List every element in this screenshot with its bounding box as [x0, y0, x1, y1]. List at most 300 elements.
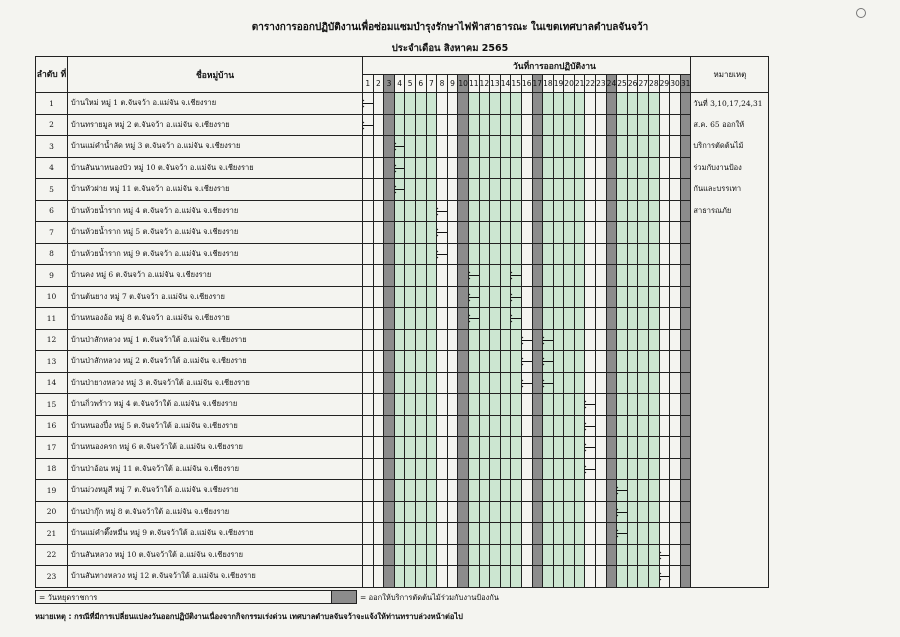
day-cell	[394, 114, 405, 136]
day-cell	[490, 437, 501, 459]
day-cell	[384, 523, 395, 545]
day-cell	[617, 501, 628, 523]
day-cell	[363, 286, 374, 308]
day-cell	[415, 157, 426, 179]
day-cell	[574, 243, 585, 265]
day-cell	[596, 265, 607, 287]
day-cell	[532, 458, 543, 480]
day-cell	[394, 372, 405, 394]
day-cell	[564, 566, 575, 588]
day-cell	[447, 157, 458, 179]
day-cell	[490, 114, 501, 136]
day-cell	[468, 286, 479, 308]
day-cell	[680, 200, 691, 222]
village-name: บ้านสันทางหลวง หมู่ 12 ต.จันจว้าใต้ อ.แม่จัน จ.เชียงราย	[68, 566, 363, 588]
day-cell	[426, 458, 437, 480]
day-cell	[415, 501, 426, 523]
header-village-name: ชื่อหมู่บ้าน	[68, 57, 363, 93]
remark-cell	[691, 458, 769, 480]
day-cell	[479, 372, 490, 394]
day-cell	[373, 415, 384, 437]
day-cell	[553, 157, 564, 179]
remark-cell: วันที่ 3,10,17,24,31	[691, 93, 769, 115]
day-cell	[543, 566, 554, 588]
legend-holiday-swatch	[331, 590, 357, 604]
day-cell	[363, 136, 374, 158]
remark-cell	[691, 415, 769, 437]
row-number: 21	[36, 523, 68, 545]
day-cell	[638, 458, 649, 480]
day-cell	[627, 372, 638, 394]
day-cell	[532, 136, 543, 158]
day-cell	[394, 308, 405, 330]
day-cell	[564, 265, 575, 287]
day-cell	[500, 157, 511, 179]
day-header-6: 6	[415, 75, 426, 93]
day-cell	[490, 308, 501, 330]
day-cell	[415, 114, 426, 136]
day-cell	[659, 458, 670, 480]
day-cell	[363, 222, 374, 244]
day-cell	[521, 243, 532, 265]
day-cell	[553, 351, 564, 373]
village-name: บ้านป่าอ้อน หมู่ 11 ต.จันจว้าใต้ อ.แม่จัน จ.เชียงราย	[68, 458, 363, 480]
day-cell	[617, 308, 628, 330]
remark-cell	[691, 351, 769, 373]
day-cell	[649, 415, 660, 437]
day-cell	[574, 179, 585, 201]
day-cell	[627, 501, 638, 523]
day-cell	[596, 415, 607, 437]
day-cell	[638, 501, 649, 523]
day-cell	[574, 329, 585, 351]
day-cell	[564, 308, 575, 330]
day-cell	[585, 523, 596, 545]
day-cell	[543, 200, 554, 222]
day-cell	[617, 222, 628, 244]
day-cell	[585, 372, 596, 394]
day-cell	[394, 566, 405, 588]
day-cell	[606, 329, 617, 351]
day-cell	[564, 437, 575, 459]
day-cell	[373, 200, 384, 222]
day-cell	[479, 329, 490, 351]
row-number: 7	[36, 222, 68, 244]
day-cell	[521, 394, 532, 416]
day-cell	[627, 566, 638, 588]
day-cell	[680, 222, 691, 244]
day-cell	[447, 179, 458, 201]
day-cell	[490, 523, 501, 545]
table-row	[36, 566, 769, 588]
day-cell	[511, 437, 522, 459]
day-cell	[627, 265, 638, 287]
day-cell	[574, 308, 585, 330]
day-cell	[638, 394, 649, 416]
day-cell	[447, 329, 458, 351]
day-cell	[680, 93, 691, 115]
day-cell	[649, 222, 660, 244]
day-cell	[553, 566, 564, 588]
day-cell	[574, 200, 585, 222]
day-cell	[680, 136, 691, 158]
day-cell	[617, 458, 628, 480]
day-cell	[479, 501, 490, 523]
day-cell	[363, 544, 374, 566]
day-cell	[585, 157, 596, 179]
day-cell	[437, 351, 448, 373]
remark-cell: ร่วมกับงานป้อง	[691, 157, 769, 179]
day-cell	[468, 329, 479, 351]
day-cell	[617, 243, 628, 265]
day-cell	[437, 136, 448, 158]
day-cell	[468, 351, 479, 373]
day-cell	[447, 351, 458, 373]
day-cell	[500, 544, 511, 566]
day-cell	[553, 394, 564, 416]
day-cell	[415, 93, 426, 115]
day-header-27: 27	[638, 75, 649, 93]
day-cell	[543, 458, 554, 480]
day-cell	[564, 136, 575, 158]
day-cell	[468, 566, 479, 588]
day-cell	[363, 308, 374, 330]
day-cell	[511, 415, 522, 437]
day-cell	[468, 222, 479, 244]
schedule-table	[35, 56, 769, 588]
remark-cell	[691, 480, 769, 502]
day-cell	[532, 286, 543, 308]
day-cell	[553, 243, 564, 265]
village-name: บ้านทรายมูล หมู่ 2 ต.จันจว้า อ.แม่จัน จ.เชียงราย	[68, 114, 363, 136]
day-header-30: 30	[670, 75, 681, 93]
work-span-arrow	[363, 121, 374, 130]
day-cell	[680, 394, 691, 416]
day-cell	[468, 93, 479, 115]
day-cell	[426, 415, 437, 437]
day-cell	[447, 501, 458, 523]
day-cell	[415, 437, 426, 459]
day-cell	[617, 566, 628, 588]
day-cell	[564, 372, 575, 394]
table-row	[36, 329, 769, 351]
day-cell	[553, 179, 564, 201]
day-cell	[585, 93, 596, 115]
day-cell	[500, 308, 511, 330]
day-cell	[596, 394, 607, 416]
day-cell	[521, 351, 532, 373]
row-number: 9	[36, 265, 68, 287]
day-cell	[606, 157, 617, 179]
day-cell	[543, 286, 554, 308]
day-cell	[606, 394, 617, 416]
day-cell	[585, 544, 596, 566]
day-cell	[458, 157, 469, 179]
day-cell	[564, 157, 575, 179]
day-cell	[670, 179, 681, 201]
day-cell	[384, 200, 395, 222]
day-cell	[373, 243, 384, 265]
day-cell	[426, 372, 437, 394]
day-cell	[543, 179, 554, 201]
work-span-arrow	[543, 336, 554, 345]
day-cell	[373, 222, 384, 244]
day-cell	[606, 179, 617, 201]
day-cell	[458, 329, 469, 351]
work-span-arrow	[585, 422, 596, 431]
day-cell	[458, 114, 469, 136]
day-cell	[680, 372, 691, 394]
day-cell	[638, 329, 649, 351]
day-cell	[670, 501, 681, 523]
day-cell	[405, 523, 416, 545]
day-cell	[479, 286, 490, 308]
day-cell	[415, 566, 426, 588]
day-cell	[384, 243, 395, 265]
day-cell	[596, 566, 607, 588]
day-cell	[458, 523, 469, 545]
day-cell	[479, 351, 490, 373]
day-header-9: 9	[447, 75, 458, 93]
day-cell	[500, 351, 511, 373]
day-cell	[521, 437, 532, 459]
day-cell	[405, 265, 416, 287]
day-cell	[574, 157, 585, 179]
day-cell	[479, 136, 490, 158]
day-cell	[458, 458, 469, 480]
day-cell	[437, 243, 448, 265]
day-cell	[574, 501, 585, 523]
day-cell	[585, 480, 596, 502]
day-cell	[373, 114, 384, 136]
day-cell	[532, 566, 543, 588]
day-cell	[606, 200, 617, 222]
day-cell	[384, 394, 395, 416]
day-cell	[532, 200, 543, 222]
day-cell	[627, 544, 638, 566]
day-cell	[511, 114, 522, 136]
day-cell	[574, 136, 585, 158]
day-cell	[659, 114, 670, 136]
village-name: บ้านคง หมู่ 6 ต.จันจว้า อ.แม่จัน จ.เชียงราย	[68, 265, 363, 287]
day-cell	[384, 286, 395, 308]
row-number: 13	[36, 351, 68, 373]
row-number: 16	[36, 415, 68, 437]
remark-cell	[691, 329, 769, 351]
day-cell	[490, 157, 501, 179]
day-cell	[426, 394, 437, 416]
day-cell	[437, 437, 448, 459]
day-cell	[596, 308, 607, 330]
table-row	[36, 544, 769, 566]
day-cell	[659, 329, 670, 351]
day-cell	[447, 308, 458, 330]
day-cell	[585, 415, 596, 437]
day-cell	[511, 157, 522, 179]
day-cell	[405, 157, 416, 179]
day-cell	[363, 523, 374, 545]
day-cell	[521, 286, 532, 308]
day-cell	[426, 265, 437, 287]
work-span-arrow	[437, 228, 448, 237]
day-cell	[511, 136, 522, 158]
day-cell	[447, 458, 458, 480]
day-cell	[490, 458, 501, 480]
day-cell	[384, 93, 395, 115]
day-cell	[415, 200, 426, 222]
day-cell	[606, 222, 617, 244]
remark-cell: กันและบรรเทา	[691, 179, 769, 201]
day-cell	[649, 523, 660, 545]
day-cell	[627, 351, 638, 373]
day-cell	[458, 308, 469, 330]
day-cell	[394, 458, 405, 480]
day-cell	[585, 501, 596, 523]
day-cell	[394, 136, 405, 158]
remark-cell	[691, 544, 769, 566]
day-cell	[426, 93, 437, 115]
day-cell	[363, 437, 374, 459]
table-row	[36, 501, 769, 523]
day-cell	[458, 351, 469, 373]
day-cell	[670, 243, 681, 265]
remark-cell	[691, 523, 769, 545]
work-span-arrow	[363, 99, 374, 108]
schedule-body	[36, 93, 769, 588]
day-cell	[606, 544, 617, 566]
day-cell	[596, 523, 607, 545]
day-cell	[670, 265, 681, 287]
day-cell	[384, 566, 395, 588]
day-cell	[363, 501, 374, 523]
day-cell	[649, 394, 660, 416]
day-cell	[426, 437, 437, 459]
day-cell	[405, 200, 416, 222]
day-cell	[680, 480, 691, 502]
day-cell	[627, 157, 638, 179]
header-row-number: ลำดับ ที่	[36, 57, 68, 93]
day-cell	[553, 544, 564, 566]
row-number: 23	[36, 566, 68, 588]
row-number: 18	[36, 458, 68, 480]
day-cell	[574, 265, 585, 287]
day-cell	[511, 458, 522, 480]
day-cell	[649, 458, 660, 480]
table-row	[36, 114, 769, 136]
day-cell	[479, 437, 490, 459]
day-cell	[511, 286, 522, 308]
day-cell	[447, 394, 458, 416]
day-cell	[394, 157, 405, 179]
day-cell	[564, 458, 575, 480]
day-cell	[373, 544, 384, 566]
day-cell	[511, 501, 522, 523]
day-cell	[680, 437, 691, 459]
day-cell	[638, 308, 649, 330]
day-cell	[373, 566, 384, 588]
day-cell	[553, 437, 564, 459]
day-cell	[521, 566, 532, 588]
day-header-18: 18	[543, 75, 554, 93]
day-cell	[649, 179, 660, 201]
day-cell	[659, 394, 670, 416]
table-row	[36, 179, 769, 201]
village-name: บ้านต้นยาง หมู่ 7 ต.จันจว้า อ.แม่จัน จ.เชียงราย	[68, 286, 363, 308]
day-header-19: 19	[553, 75, 564, 93]
day-cell	[405, 437, 416, 459]
day-cell	[490, 544, 501, 566]
remark-cell	[691, 437, 769, 459]
day-cell	[606, 93, 617, 115]
day-cell	[447, 523, 458, 545]
row-number: 15	[36, 394, 68, 416]
day-cell	[596, 286, 607, 308]
work-span-arrow	[468, 271, 479, 280]
day-cell	[680, 351, 691, 373]
work-span-arrow	[437, 207, 448, 216]
day-cell	[479, 566, 490, 588]
day-cell	[363, 243, 374, 265]
day-cell	[490, 566, 501, 588]
day-cell	[606, 308, 617, 330]
table-row	[36, 458, 769, 480]
day-cell	[384, 372, 395, 394]
day-cell	[394, 286, 405, 308]
work-span-arrow	[511, 314, 522, 323]
day-cell	[670, 329, 681, 351]
day-cell	[638, 286, 649, 308]
day-cell	[405, 93, 416, 115]
day-cell	[627, 200, 638, 222]
day-cell	[447, 544, 458, 566]
village-name: บ้านห้วยน้ำราก หมู่ 4 ต.จันจว้า อ.แม่จัน จ.เชียงราย	[68, 200, 363, 222]
day-header-23: 23	[596, 75, 607, 93]
day-header-12: 12	[479, 75, 490, 93]
day-cell	[564, 480, 575, 502]
day-cell	[511, 523, 522, 545]
day-cell	[564, 415, 575, 437]
day-cell	[511, 200, 522, 222]
day-cell	[426, 286, 437, 308]
day-cell	[680, 243, 691, 265]
day-cell	[437, 265, 448, 287]
day-cell	[373, 351, 384, 373]
day-cell	[596, 136, 607, 158]
day-cell	[426, 243, 437, 265]
work-span-arrow	[659, 551, 670, 560]
day-cell	[490, 93, 501, 115]
day-cell	[596, 157, 607, 179]
village-name: บ้านป่าสักหลวง หมู่ 2 ต.จันจว้าใต้ อ.แม่จัน จ.เชียงราย	[68, 351, 363, 373]
day-cell	[426, 329, 437, 351]
day-cell	[468, 480, 479, 502]
day-cell	[363, 351, 374, 373]
day-cell	[543, 544, 554, 566]
day-cell	[479, 114, 490, 136]
day-cell	[680, 265, 691, 287]
day-cell	[659, 286, 670, 308]
day-cell	[521, 93, 532, 115]
day-cell	[627, 286, 638, 308]
day-header-20: 20	[564, 75, 575, 93]
day-cell	[638, 93, 649, 115]
day-cell	[447, 566, 458, 588]
day-cell	[511, 329, 522, 351]
day-cell	[606, 286, 617, 308]
day-cell	[532, 179, 543, 201]
day-cell	[415, 179, 426, 201]
day-cell	[363, 114, 374, 136]
